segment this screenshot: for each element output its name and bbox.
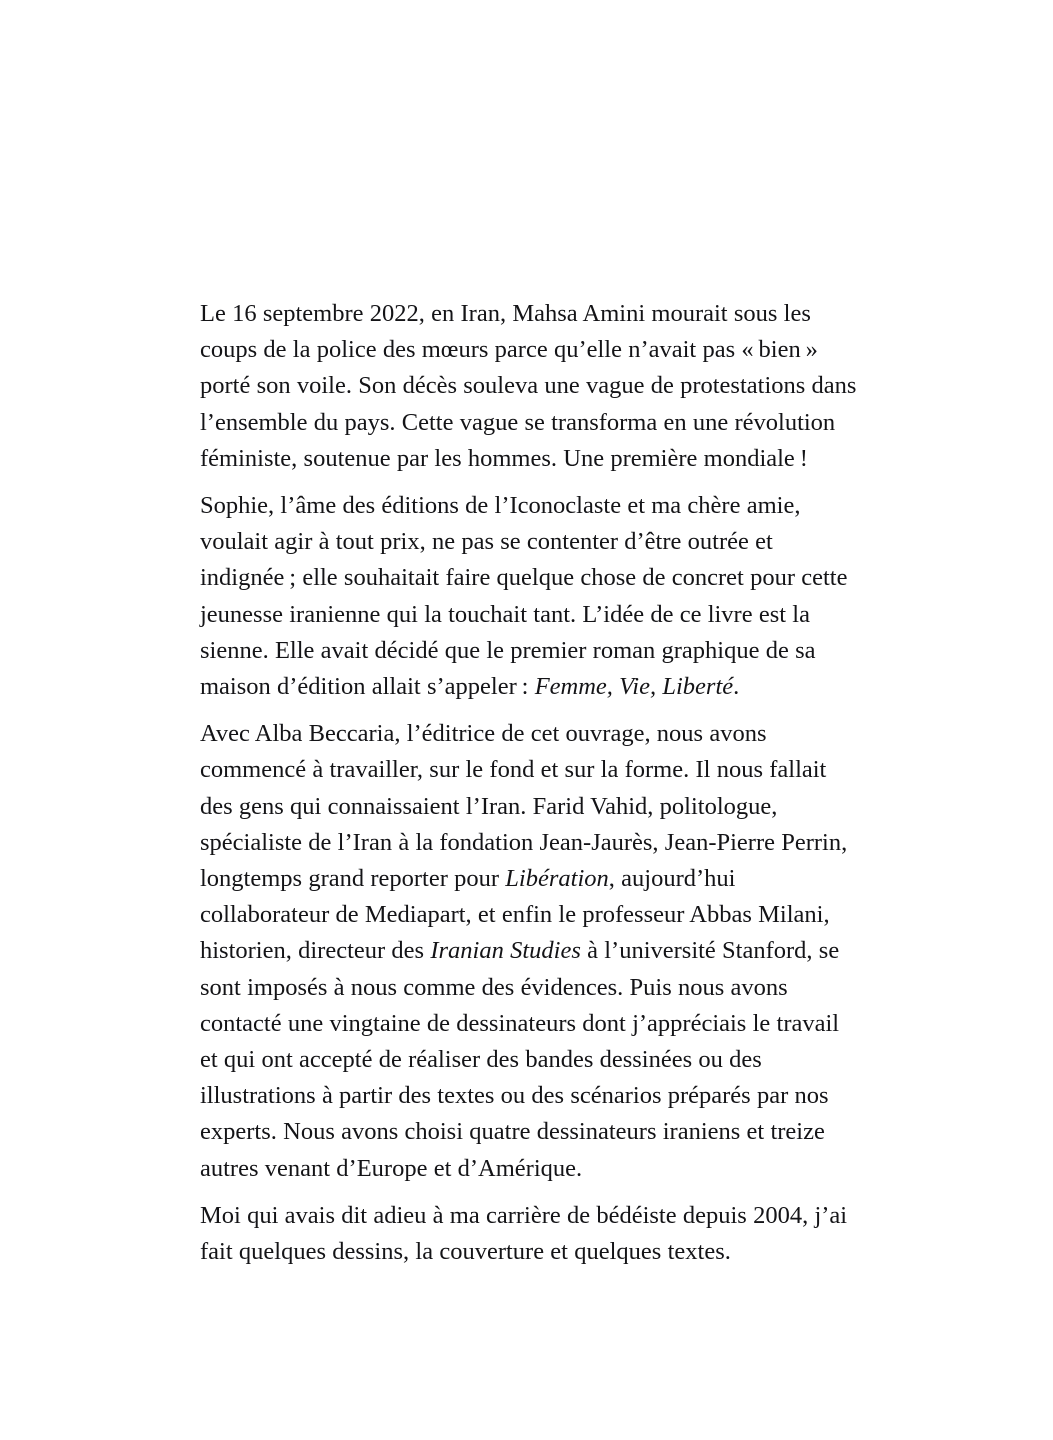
paragraph-2-run-1: Sophie, l’âme des éditions de l’Iconoclaste et ma chère amie, voulait agir à tout prix, ne pas se contenter d’être outrée et indignée ; elle souhaitait faire quelque chose de concret pour cette jeunesse iranienne qui la touchait tant. L’idée de ce livre est la sienne. Elle avait décidé que le premier roman graphique de sa maison d’édition allait s’appeler : (200, 492, 848, 701)
paragraph-2-run-3: . (733, 673, 740, 701)
paragraph-3-run-5: à l’université Stanford, se sont imposés à nous comme des évidences. Puis nous avons contacté une vingtaine de dessinateurs dont j’appréciais le travail et qui ont accepté de réaliser des bandes dessinées ou des illustrations à partir des textes ou des scénarios préparés par nos experts. Nous avons choisi quatre dessinateurs iraniens et treize autres venant d’Europe et d’Amérique. (200, 937, 840, 1182)
paragraph-3-run-3: , aujourd’hui collaborateur de Mediapart, et enfin le professeur Abbas Milani, historien, directeur des (200, 865, 830, 965)
paragraph-2 (200, 488, 862, 705)
book-title-femme-vie-liberte: Femme, Vie, Liberté (534, 673, 734, 701)
paragraph-3 (200, 716, 862, 1187)
body-text-block (200, 296, 862, 1270)
paragraph-3-run-1: Avec Alba Beccaria, l’éditrice de cet ouvrage, nous avons commencé à travailler, sur le fond et sur la forme. Il nous fallait des gens qui connaissaient l’Iran. Farid Vahid, politologue, spécialiste de l’Iran à la fondation Jean-Jaurès, Jean-Pierre Perrin, longtemps grand reporter pour (200, 720, 848, 893)
publication-title-iranian-studies: Iranian Studies (430, 937, 581, 965)
paragraph-4: Moi qui avais dit adieu à ma carrière de bédéiste depuis 2004, j’ai fait quelques dessins, la couverture et quelques textes. (200, 1201, 848, 1266)
publication-title-liberation: Libération (505, 865, 609, 893)
paragraph-1: Le 16 septembre 2022, en Iran, Mahsa Amini mourait sous les coups de la police des mœurs parce qu’elle n’avait pas « bien » porté son voile. Son décès souleva une vague de protestations dans l’ensemble du pays. Cette vague se transforma en une révolution féministe, soutenue par les hommes. Une première mondiale ! (200, 300, 857, 472)
